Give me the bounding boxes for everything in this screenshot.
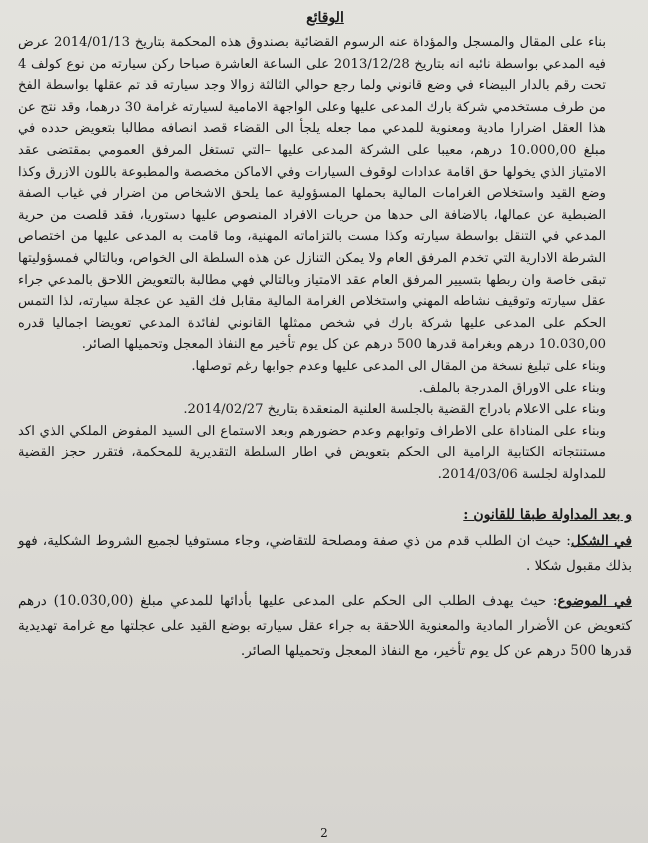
step-paragraph: وبناء على الاعلام بادراج القضية بالجلسة العلنية المنعقدة بتاريخ 2014/02/27. [183, 402, 606, 418]
merits-lead: في الموضوع [557, 593, 632, 610]
page-number: 2 [320, 826, 328, 840]
facts-paragraph: بناء على المقال والمسجل والمؤداة عنه الرسوم القضائية بصندوق هذه المحكمة بتاريخ 2014/01/13 عرض فيه المدعي بواسطة نائبه انه بتاريخ 2013/12/28 على الساعة العاشرة صباحا ركن سيارته من نوع كولف 4 تحت رقم بالدار البيضاء في وضع قانوني ولما رجع حوالي الثالثة زوالا وجد سيارته قد تم عقلها بواسطة الفخ من طرف مستخدمي شركة بارك المدعى عليها وعلى الواجهة الامامية لسيارته غرامة 30 درهما، وقد نتج عن هذا العقل اضرارا مادية ومعنوية للمدعي مما جعله يلجأ الى القضاء قصد انصافه مطالبا بتعويض حدده في مبلغ 10.000,00 درهم، معيبا على الشركة المدعى عليها –التي تستغل المرفق العمومي بمقتضى عقد الامتياز الذي يخولها حق اقامة عدادات لوقوف السيارات وفي الاماكن مخصصة والمطبوعة باللون الازرق وكذا وضع القيد واستخلاص الغرامات المالية بحملها المسؤولية عما يلحق الاشخاص من اضرار في غياب الصفة الضبطية عن عمالها، بالاضافة الى حدها من حريات الافراد المنصوص عليها دستوريا، فقد قلصت من حرية المدعي في التنقل بواسطة سيارته وكذا مست بالتزاماته المهنية، وما قامت به المدعى عليها من اختصاص الشرطة الادارية التي تخدم المرفق العام ولا يمكن التنازل عن هذه السلطة الى الخواص، وبالتالي فمسؤوليتها تبقى خاصة وان ربطها بتسيير المرفق العام عقد الامتياز وبالتالي فهي مطالبة بالتعويض اللاحق بالمدعي جراء عقل سيارته وتوقيف نشاطه المهني واستخلاص الغرامة المالية مقابل فك القيد عن عجلة سيارته، لذا التمس الحكم على المدعى عليها شركة بارك في شخص ممثلها القانوني لفائدة المدعي تعويضا اجماليا قدره 10.030,00 درهم وبغرامة قدرها 500 درهم عن كل يوم تأخير مع النفاذ المعجل وتحميلها الصائر. [18, 35, 607, 353]
form-text: : حيث ان الطلب قدم من ذي صفة ومصلحة للتقاضي، وجاء مستوفيا لجميع الشروط الشكلية، فهو بذلك مقبول شكلا . [18, 533, 632, 575]
form-lead: في الشكل [570, 533, 632, 550]
merits-paragraph [18, 589, 632, 664]
step-paragraph: وبناء على تبليغ نسخة من المقال الى المدعى عليها وعدم جوابها رغم توصلها. [191, 358, 606, 374]
step-paragraph: وبناء على الاوراق المدرجة بالملف. [418, 380, 606, 396]
document-body [18, 10, 632, 664]
deliberation-heading: و بعد المداولة طبقا للقانون : [463, 507, 632, 524]
form-paragraph [18, 529, 632, 579]
step-paragraph: وبناء على المناداة على الاطراف وتوابهم وعدم حضورهم وبعد الاستماع الى السيد المفوض الملكي الذي اكد مستنتجاته الكتابية الرامية الى الحكم بتعويض في اطار السلطة التقديرية للمحكمة، فتقرر حجز القضية للمداولة لجلسة 2014/03/06. [18, 423, 606, 482]
merits-text: : حيث يهدف الطلب الى الحكم على المدعى عليها بأدائها للمدعي مبلغ (10.030,00) درهم كتعويض عن الأضرار المادية والمعنوية اللاحقة به جراء عقل سيارته بوضع القيد على عجلتها مع غرامة تهديدية قدرها 500 درهم عن كل يوم تأخير، مع النفاذ المعجل وتحميلها الصائر. [18, 593, 632, 660]
section-title: الوقائع [306, 10, 344, 26]
